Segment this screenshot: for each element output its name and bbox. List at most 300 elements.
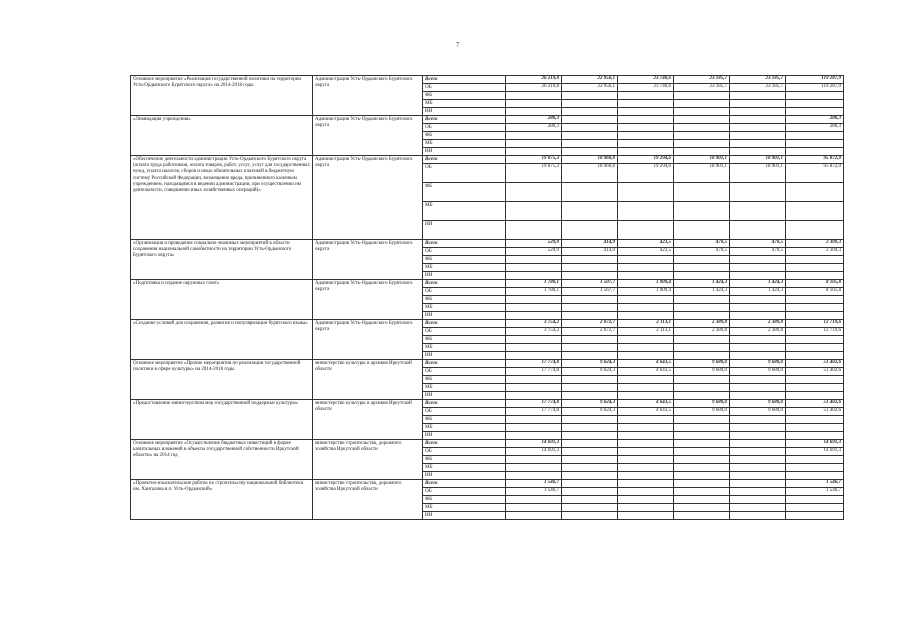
value-cell bbox=[618, 124, 674, 132]
value-cell bbox=[618, 116, 674, 124]
funding-source-cell: ФБ bbox=[423, 132, 506, 140]
funding-source-cell: МБ bbox=[423, 140, 506, 148]
value-cell bbox=[786, 272, 844, 280]
activity-description: «Предоставление министерством мер государственной поддержки культуры» bbox=[131, 400, 313, 440]
value-cell: 51 402,6 bbox=[786, 368, 844, 376]
value-cell bbox=[674, 132, 730, 140]
value-cell bbox=[786, 140, 844, 148]
value-cell bbox=[618, 432, 674, 440]
value-cell bbox=[618, 472, 674, 480]
funding-source-cell: Всего bbox=[423, 480, 506, 488]
value-cell bbox=[562, 440, 618, 448]
value-cell bbox=[674, 512, 730, 520]
value-cell bbox=[618, 272, 674, 280]
value-cell bbox=[562, 464, 618, 472]
value-cell bbox=[674, 92, 730, 100]
value-cell: 280,3 bbox=[506, 124, 562, 132]
value-cell: 423,5 bbox=[618, 240, 674, 248]
value-cell bbox=[674, 416, 730, 424]
value-cell bbox=[562, 480, 618, 488]
value-cell bbox=[562, 183, 618, 202]
value-cell bbox=[730, 456, 786, 464]
funding-source-cell: ФБ bbox=[423, 296, 506, 304]
value-cell bbox=[730, 132, 786, 140]
value-cell: 22 956,1 bbox=[562, 76, 618, 84]
value-cell bbox=[730, 384, 786, 392]
value-cell bbox=[786, 100, 844, 108]
value-cell bbox=[506, 472, 562, 480]
value-cell bbox=[506, 336, 562, 344]
value-cell bbox=[506, 140, 562, 148]
value-cell bbox=[562, 304, 618, 312]
value-cell: 2 389,8 bbox=[674, 320, 730, 328]
value-cell bbox=[618, 448, 674, 456]
value-cell bbox=[674, 183, 730, 202]
executor-cell: министерство строительства, дорожного хозяйства Иркутской области bbox=[313, 440, 423, 480]
value-cell bbox=[786, 504, 844, 512]
funding-source-cell: МБ bbox=[423, 202, 506, 221]
value-cell bbox=[786, 456, 844, 464]
value-cell: 12 719,6 bbox=[786, 320, 844, 328]
value-cell: 17 774,8 bbox=[506, 360, 562, 368]
value-cell: 95 872,9 bbox=[786, 156, 844, 164]
value-cell bbox=[562, 100, 618, 108]
value-cell: 414,9 bbox=[562, 248, 618, 256]
value-cell bbox=[562, 272, 618, 280]
value-cell: 1 546,7 bbox=[506, 488, 562, 496]
value-cell bbox=[562, 504, 618, 512]
funding-source-cell: МБ bbox=[423, 264, 506, 272]
value-cell bbox=[674, 116, 730, 124]
value-cell bbox=[506, 512, 562, 520]
value-cell bbox=[562, 296, 618, 304]
value-cell: 18 901,1 bbox=[730, 164, 786, 183]
value-cell: 470,5 bbox=[674, 240, 730, 248]
executor-cell: Администрация Усть-Ордынского Бурятского округа bbox=[313, 280, 423, 320]
value-cell bbox=[618, 440, 674, 448]
value-cell bbox=[674, 221, 730, 240]
value-cell bbox=[562, 392, 618, 400]
value-cell bbox=[786, 336, 844, 344]
value-cell bbox=[730, 416, 786, 424]
activity-description: Основное мероприятие «Реализация государственной политики на территории Усть-Ордынского Бурятского округа» на 2014-2018 годы bbox=[131, 76, 313, 116]
funding-source-cell: ФБ bbox=[423, 496, 506, 504]
value-cell bbox=[674, 480, 730, 488]
value-cell bbox=[506, 100, 562, 108]
value-cell bbox=[506, 344, 562, 352]
value-cell bbox=[730, 148, 786, 156]
value-cell bbox=[674, 202, 730, 221]
value-cell bbox=[562, 108, 618, 116]
funding-source-cell: ИИ bbox=[423, 352, 506, 360]
value-cell: 9 624,3 bbox=[562, 360, 618, 368]
table-row bbox=[131, 240, 844, 248]
budget-table bbox=[130, 75, 844, 520]
value-cell bbox=[674, 336, 730, 344]
value-cell: 8 105,8 bbox=[786, 288, 844, 296]
value-cell bbox=[506, 132, 562, 140]
value-cell bbox=[506, 352, 562, 360]
value-cell: 14 691,3 bbox=[506, 440, 562, 448]
value-cell bbox=[674, 376, 730, 384]
value-cell: 1 909,4 bbox=[618, 280, 674, 288]
funding-source-cell: ФБ bbox=[423, 336, 506, 344]
value-cell: 26 219,8 bbox=[506, 76, 562, 84]
value-cell bbox=[618, 392, 674, 400]
value-cell bbox=[730, 272, 786, 280]
value-cell bbox=[674, 352, 730, 360]
value-cell bbox=[730, 432, 786, 440]
value-cell bbox=[674, 256, 730, 264]
value-cell: 14 691,3 bbox=[786, 448, 844, 456]
value-cell bbox=[618, 496, 674, 504]
value-cell bbox=[730, 440, 786, 448]
value-cell bbox=[618, 221, 674, 240]
value-cell bbox=[674, 456, 730, 464]
value-cell bbox=[618, 256, 674, 264]
value-cell bbox=[618, 108, 674, 116]
value-cell bbox=[562, 448, 618, 456]
table-row bbox=[131, 156, 844, 164]
activity-description: «Проектно-изыскательские работы по строительству национальной библиотеки им. Хангалова в п. Усть-Ордынский» bbox=[131, 480, 313, 520]
value-cell bbox=[786, 352, 844, 360]
value-cell bbox=[786, 304, 844, 312]
value-cell bbox=[562, 140, 618, 148]
value-cell bbox=[730, 504, 786, 512]
value-cell bbox=[562, 352, 618, 360]
value-cell bbox=[730, 256, 786, 264]
value-cell: 470,5 bbox=[674, 248, 730, 256]
value-cell: 280,3 bbox=[506, 116, 562, 124]
funding-source-cell: ОБ bbox=[423, 288, 506, 296]
executor-cell: Администрация Усть-Ордынского Бурятского округа bbox=[313, 76, 423, 116]
value-cell bbox=[562, 202, 618, 221]
value-cell bbox=[730, 304, 786, 312]
value-cell: 3 754,2 bbox=[506, 328, 562, 336]
value-cell: 4 643,5 bbox=[618, 360, 674, 368]
value-cell: 1 424,3 bbox=[674, 280, 730, 288]
value-cell: 14 691,3 bbox=[506, 448, 562, 456]
value-cell bbox=[562, 384, 618, 392]
value-cell: 9 624,3 bbox=[562, 400, 618, 408]
value-cell bbox=[506, 304, 562, 312]
value-cell bbox=[674, 424, 730, 432]
value-cell: 51 402,6 bbox=[786, 360, 844, 368]
activity-description: «Обеспечение деятельности администрации Усть-Ордынского Бурятского округа (оплата труда работников, оплата товаров, работ, услуг, услуг для государственных нужд, уплата налогов, сборов и иных обязательных платежей в бюджетную систему Российской Федерации, возмещение вреда, причиненного казенным учреждением, находящимся в ведении администрации, при осуществлении им деятельности, совершение иных хозяйственных операций)» bbox=[131, 156, 313, 240]
value-cell bbox=[730, 202, 786, 221]
value-cell bbox=[674, 432, 730, 440]
value-cell: 2 389,8 bbox=[674, 328, 730, 336]
value-cell: 9 680,0 bbox=[730, 368, 786, 376]
value-cell: 23 185,7 bbox=[674, 76, 730, 84]
value-cell: 8 105,8 bbox=[786, 280, 844, 288]
value-cell bbox=[562, 512, 618, 520]
value-cell bbox=[506, 148, 562, 156]
value-cell: 1 424,3 bbox=[730, 280, 786, 288]
funding-source-cell: ИИ bbox=[423, 392, 506, 400]
value-cell bbox=[506, 221, 562, 240]
executor-cell: Администрация Усть-Ордынского Бурятского округа bbox=[313, 320, 423, 360]
funding-source-cell: ОБ bbox=[423, 248, 506, 256]
value-cell bbox=[674, 496, 730, 504]
value-cell: 2 309,3 bbox=[786, 248, 844, 256]
value-cell bbox=[786, 464, 844, 472]
value-cell: 2 113,1 bbox=[618, 328, 674, 336]
value-cell bbox=[506, 312, 562, 320]
value-cell: 23 185,7 bbox=[674, 84, 730, 92]
funding-source-cell: ОБ bbox=[423, 328, 506, 336]
funding-source-cell: ИИ bbox=[423, 148, 506, 156]
value-cell bbox=[618, 512, 674, 520]
value-cell bbox=[562, 92, 618, 100]
value-cell: 4 643,5 bbox=[618, 408, 674, 416]
value-cell: 470,5 bbox=[730, 240, 786, 248]
value-cell bbox=[618, 100, 674, 108]
value-cell bbox=[674, 488, 730, 496]
executor-cell: Администрация Усть-Ордынского Бурятского округа bbox=[313, 156, 423, 240]
value-cell bbox=[506, 384, 562, 392]
funding-source-cell: ФБ bbox=[423, 376, 506, 384]
value-cell bbox=[618, 480, 674, 488]
value-cell bbox=[674, 296, 730, 304]
funding-source-cell: ОБ bbox=[423, 448, 506, 456]
value-cell: 1 909,4 bbox=[618, 288, 674, 296]
funding-source-cell: МБ bbox=[423, 304, 506, 312]
value-cell: 1 546,7 bbox=[506, 480, 562, 488]
funding-source-cell: ОБ bbox=[423, 84, 506, 92]
funding-source-cell: МБ bbox=[423, 424, 506, 432]
value-cell bbox=[730, 264, 786, 272]
funding-source-cell: ФБ bbox=[423, 92, 506, 100]
value-cell bbox=[674, 124, 730, 132]
value-cell bbox=[562, 496, 618, 504]
value-cell bbox=[786, 416, 844, 424]
value-cell bbox=[730, 100, 786, 108]
value-cell: 2 072,7 bbox=[562, 320, 618, 328]
value-cell bbox=[618, 296, 674, 304]
executor-cell: Администрация Усть-Ордынского Бурятского округа bbox=[313, 116, 423, 156]
value-cell bbox=[506, 256, 562, 264]
funding-source-cell: МБ bbox=[423, 504, 506, 512]
value-cell bbox=[786, 148, 844, 156]
value-cell bbox=[506, 264, 562, 272]
table-row bbox=[131, 440, 844, 448]
value-cell bbox=[674, 140, 730, 148]
value-cell bbox=[562, 376, 618, 384]
funding-source-cell: ОБ bbox=[423, 488, 506, 496]
value-cell bbox=[730, 376, 786, 384]
value-cell bbox=[562, 472, 618, 480]
table-row bbox=[131, 76, 844, 84]
value-cell bbox=[618, 376, 674, 384]
value-cell bbox=[506, 296, 562, 304]
executor-cell: министерство культуры и архивов Иркутской области bbox=[313, 360, 423, 400]
table-row bbox=[131, 400, 844, 408]
value-cell bbox=[562, 336, 618, 344]
value-cell: 9 680,0 bbox=[674, 360, 730, 368]
value-cell bbox=[618, 148, 674, 156]
value-cell: 9 680,0 bbox=[730, 400, 786, 408]
value-cell bbox=[618, 132, 674, 140]
value-cell: 17 774,8 bbox=[506, 368, 562, 376]
value-cell bbox=[730, 92, 786, 100]
value-cell bbox=[786, 221, 844, 240]
value-cell bbox=[562, 416, 618, 424]
value-cell: 23 740,6 bbox=[618, 76, 674, 84]
table-row bbox=[131, 116, 844, 124]
funding-source-cell: Всего bbox=[423, 360, 506, 368]
value-cell bbox=[786, 432, 844, 440]
value-cell: 9 680,0 bbox=[674, 368, 730, 376]
value-cell bbox=[730, 392, 786, 400]
value-cell bbox=[618, 416, 674, 424]
value-cell: 9 624,3 bbox=[562, 408, 618, 416]
value-cell bbox=[674, 312, 730, 320]
value-cell: 18 960,8 bbox=[562, 156, 618, 164]
value-cell: 19 875,3 bbox=[506, 156, 562, 164]
value-cell: 1 546,7 bbox=[786, 488, 844, 496]
value-cell: 18 901,1 bbox=[674, 156, 730, 164]
value-cell bbox=[562, 124, 618, 132]
value-cell: 9 624,3 bbox=[562, 368, 618, 376]
page-number: 7 bbox=[456, 41, 460, 49]
funding-source-cell: ИИ bbox=[423, 221, 506, 240]
value-cell: 18 901,1 bbox=[674, 164, 730, 183]
value-cell bbox=[786, 183, 844, 202]
value-cell bbox=[730, 512, 786, 520]
table-row bbox=[131, 280, 844, 288]
value-cell bbox=[674, 448, 730, 456]
value-cell bbox=[730, 116, 786, 124]
value-cell bbox=[506, 424, 562, 432]
value-cell: 18 960,8 bbox=[562, 164, 618, 183]
executor-cell: министерство культуры и архивов Иркутской области bbox=[313, 400, 423, 440]
value-cell: 119 287,9 bbox=[786, 76, 844, 84]
value-cell bbox=[786, 424, 844, 432]
value-cell: 9 680,0 bbox=[730, 408, 786, 416]
value-cell: 23 185,7 bbox=[730, 76, 786, 84]
value-cell bbox=[674, 440, 730, 448]
value-cell: 529,9 bbox=[506, 248, 562, 256]
value-cell bbox=[618, 504, 674, 512]
value-cell: 1 546,7 bbox=[786, 480, 844, 488]
funding-source-cell: Всего bbox=[423, 400, 506, 408]
funding-source-cell: Всего bbox=[423, 240, 506, 248]
funding-source-cell: Всего bbox=[423, 320, 506, 328]
value-cell: 18 901,1 bbox=[730, 156, 786, 164]
value-cell bbox=[562, 456, 618, 464]
funding-source-cell: ОБ bbox=[423, 124, 506, 132]
value-cell bbox=[506, 272, 562, 280]
activity-description: Основное мероприятие «Осуществление бюджетных инвестиций в форме капитальных вложений в объекты государственной собственности Иркутской области» на 2014 год bbox=[131, 440, 313, 480]
value-cell bbox=[730, 296, 786, 304]
value-cell: 19 294,6 bbox=[618, 164, 674, 183]
value-cell: 51 402,6 bbox=[786, 400, 844, 408]
value-cell bbox=[618, 336, 674, 344]
value-cell bbox=[618, 264, 674, 272]
table-row bbox=[131, 360, 844, 368]
value-cell bbox=[506, 464, 562, 472]
value-cell bbox=[786, 312, 844, 320]
value-cell bbox=[562, 148, 618, 156]
value-cell: 1 424,3 bbox=[674, 288, 730, 296]
value-cell bbox=[786, 384, 844, 392]
value-cell: 4 643,5 bbox=[618, 400, 674, 408]
value-cell bbox=[730, 336, 786, 344]
value-cell bbox=[506, 456, 562, 464]
value-cell bbox=[618, 304, 674, 312]
value-cell bbox=[786, 512, 844, 520]
value-cell bbox=[730, 312, 786, 320]
value-cell bbox=[562, 116, 618, 124]
value-cell bbox=[786, 496, 844, 504]
value-cell bbox=[562, 132, 618, 140]
value-cell: 12 719,6 bbox=[786, 328, 844, 336]
value-cell bbox=[730, 140, 786, 148]
value-cell bbox=[618, 488, 674, 496]
value-cell: 1 424,3 bbox=[730, 288, 786, 296]
value-cell bbox=[786, 472, 844, 480]
value-cell: 14 691,3 bbox=[786, 440, 844, 448]
value-cell bbox=[674, 148, 730, 156]
value-cell bbox=[786, 256, 844, 264]
table-row bbox=[131, 480, 844, 488]
value-cell: 1 780,1 bbox=[506, 280, 562, 288]
value-cell: 9 680,0 bbox=[674, 408, 730, 416]
value-cell: 2 113,1 bbox=[618, 320, 674, 328]
value-cell: 23 185,7 bbox=[730, 84, 786, 92]
funding-source-cell: Всего bbox=[423, 76, 506, 84]
table-row bbox=[131, 320, 844, 328]
value-cell bbox=[562, 312, 618, 320]
value-cell bbox=[674, 504, 730, 512]
value-cell bbox=[506, 108, 562, 116]
funding-source-cell: ИИ bbox=[423, 312, 506, 320]
value-cell: 423,5 bbox=[618, 248, 674, 256]
funding-source-cell: ИИ bbox=[423, 108, 506, 116]
value-cell: 22 956,1 bbox=[562, 84, 618, 92]
value-cell bbox=[786, 92, 844, 100]
value-cell bbox=[562, 264, 618, 272]
value-cell bbox=[506, 202, 562, 221]
value-cell bbox=[786, 108, 844, 116]
funding-source-cell: ФБ bbox=[423, 416, 506, 424]
funding-source-cell: ИИ bbox=[423, 512, 506, 520]
value-cell bbox=[730, 488, 786, 496]
value-cell: 414,9 bbox=[562, 240, 618, 248]
value-cell bbox=[506, 183, 562, 202]
value-cell: 9 680,0 bbox=[674, 400, 730, 408]
value-cell bbox=[730, 344, 786, 352]
value-cell bbox=[562, 221, 618, 240]
value-cell bbox=[674, 344, 730, 352]
value-cell: 9 680,0 bbox=[730, 360, 786, 368]
value-cell bbox=[618, 424, 674, 432]
funding-source-cell: Всего bbox=[423, 116, 506, 124]
value-cell bbox=[786, 344, 844, 352]
value-cell bbox=[618, 312, 674, 320]
value-cell bbox=[618, 344, 674, 352]
value-cell bbox=[506, 92, 562, 100]
funding-source-cell: ОБ bbox=[423, 408, 506, 416]
value-cell bbox=[618, 384, 674, 392]
value-cell bbox=[730, 124, 786, 132]
value-cell bbox=[786, 132, 844, 140]
value-cell: 95 872,9 bbox=[786, 164, 844, 183]
funding-source-cell: МБ bbox=[423, 344, 506, 352]
value-cell bbox=[786, 296, 844, 304]
activity-description: «Ликвидация учреждения» bbox=[131, 116, 313, 156]
